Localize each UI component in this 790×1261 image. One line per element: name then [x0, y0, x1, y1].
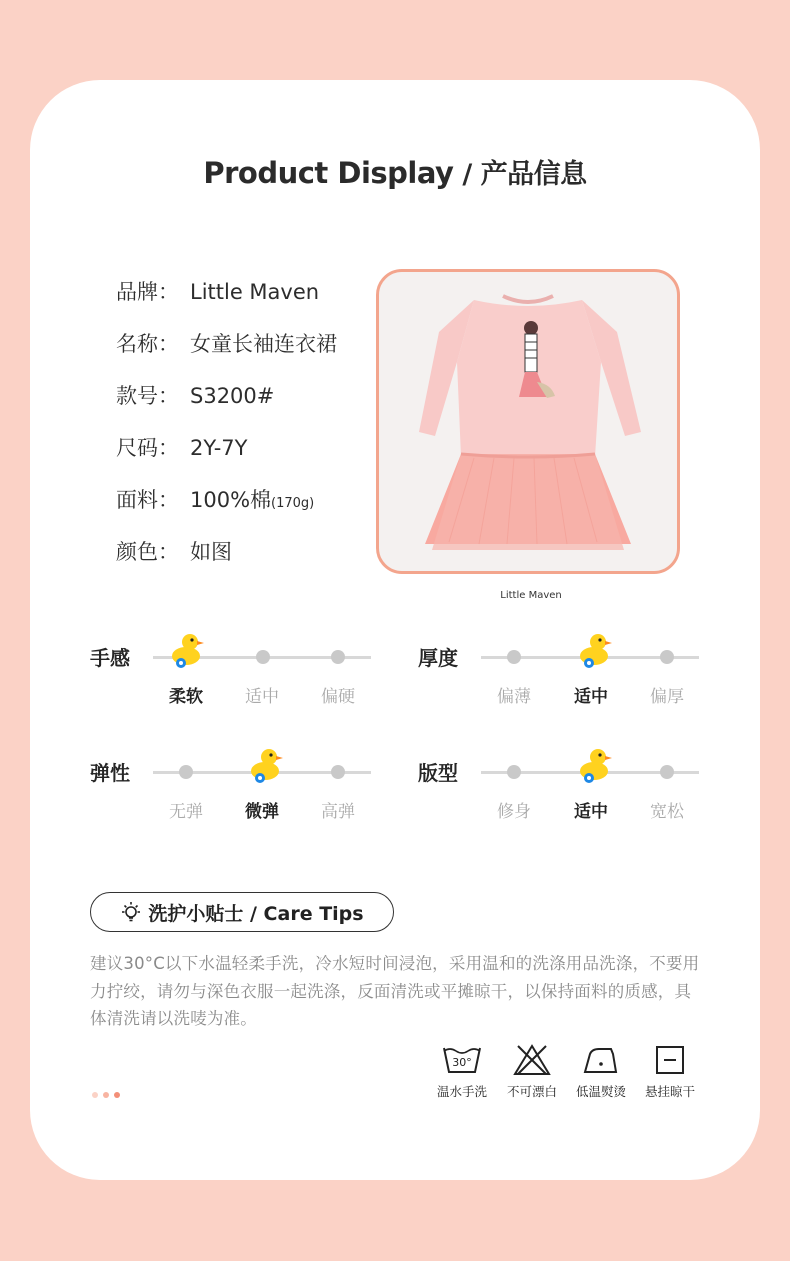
spec-color [116, 536, 232, 566]
rating-option-selected: 适中 [574, 687, 608, 707]
product-image [376, 269, 680, 574]
spec-value: Little Maven [190, 280, 320, 304]
care-symbol-line-dry [635, 1044, 705, 1100]
spec-value: 2Y-7Y [190, 436, 248, 460]
spec-key: 品牌： [116, 280, 179, 304]
rating-dot [256, 650, 270, 664]
duck-marker-icon [168, 630, 204, 670]
care-symbol-low-iron [566, 1044, 636, 1100]
product-caption: Little Maven [500, 590, 562, 601]
rating-option: 偏薄 [497, 687, 531, 707]
rating-dot [331, 765, 345, 779]
spec-size [116, 432, 247, 462]
spec-value: 如图 [190, 540, 232, 564]
spec-value: 女童长袖连衣裙 [190, 332, 337, 356]
rating-option: 无弹 [169, 802, 203, 822]
hand-wash-icon [442, 1044, 482, 1076]
spec-brand [116, 276, 319, 306]
spec-name [116, 328, 337, 358]
rating-label: 弹性 [90, 761, 130, 785]
rating-dot [660, 650, 674, 664]
rating-option-selected: 微弹 [245, 802, 279, 822]
low-iron-icon [581, 1044, 621, 1076]
rating-option: 偏厚 [650, 687, 684, 707]
rating-option: 修身 [497, 802, 531, 822]
duck-marker-icon [247, 745, 283, 785]
rating-dot [507, 765, 521, 779]
care-symbol-label: 低温熨烫 [575, 1084, 626, 1099]
rating-dot [331, 650, 345, 664]
spec-key: 颜色： [116, 540, 179, 564]
care-symbol-label: 不可漂白 [506, 1084, 557, 1099]
spec-fabric [116, 484, 314, 514]
rating-option: 高弹 [321, 802, 355, 822]
rating-option: 适中 [245, 687, 279, 707]
rating-dot [507, 650, 521, 664]
duck-marker-icon [576, 745, 612, 785]
care-symbol-hand-wash [427, 1044, 497, 1100]
spec-key: 名称： [116, 332, 179, 356]
spec-value: S3200# [190, 384, 275, 408]
rating-elasticity [90, 751, 390, 831]
page-title: Product Display / 产品信息 [203, 156, 587, 190]
rating-thickness [418, 636, 718, 716]
line-dry-icon [650, 1044, 690, 1076]
spec-weight: (170g) [271, 496, 315, 511]
care-symbol-label: 温水手洗 [436, 1084, 487, 1099]
spec-key: 款号： [116, 384, 179, 408]
care-symbol-label: 悬挂晾干 [644, 1084, 695, 1099]
rating-dot [660, 765, 674, 779]
care-instructions: 建议30°C以下水温轻柔手洗，冷水短时间浸泡，采用温和的洗涤用品洗涤，不要用力拧绞，请勿与深色衣服一起洗涤，反面清洗或平摊晾干，以保持面料的质感，具体清洗请以洗唛为准。 [90, 954, 700, 1028]
duck-marker-icon [576, 630, 612, 670]
care-symbol-no-bleach [497, 1044, 567, 1100]
care-tips-heading [90, 892, 394, 932]
rating-hand-feel [90, 636, 390, 716]
spec-key: 尺码： [116, 436, 179, 460]
spec-value: 100%棉 [190, 488, 272, 512]
rating-option-selected: 适中 [574, 802, 608, 822]
rating-fit [418, 751, 718, 831]
rating-label: 版型 [418, 761, 458, 785]
rating-option: 宽松 [650, 802, 684, 822]
rating-option-selected: 柔软 [169, 687, 203, 707]
rating-dot [179, 765, 193, 779]
wash-temperature: 30° [452, 1056, 472, 1069]
spec-style-number [116, 380, 274, 410]
spec-key: 面料： [116, 488, 179, 512]
decorative-dots [92, 1092, 120, 1098]
care-tips-title: 洗护小贴士 / Care Tips [148, 902, 364, 925]
dress-illustration [379, 272, 677, 571]
no-bleach-icon [512, 1044, 552, 1076]
rating-label: 厚度 [418, 646, 458, 670]
rating-option: 偏硬 [321, 687, 355, 707]
lightbulb-icon [120, 901, 142, 923]
rating-label: 手感 [90, 646, 130, 670]
